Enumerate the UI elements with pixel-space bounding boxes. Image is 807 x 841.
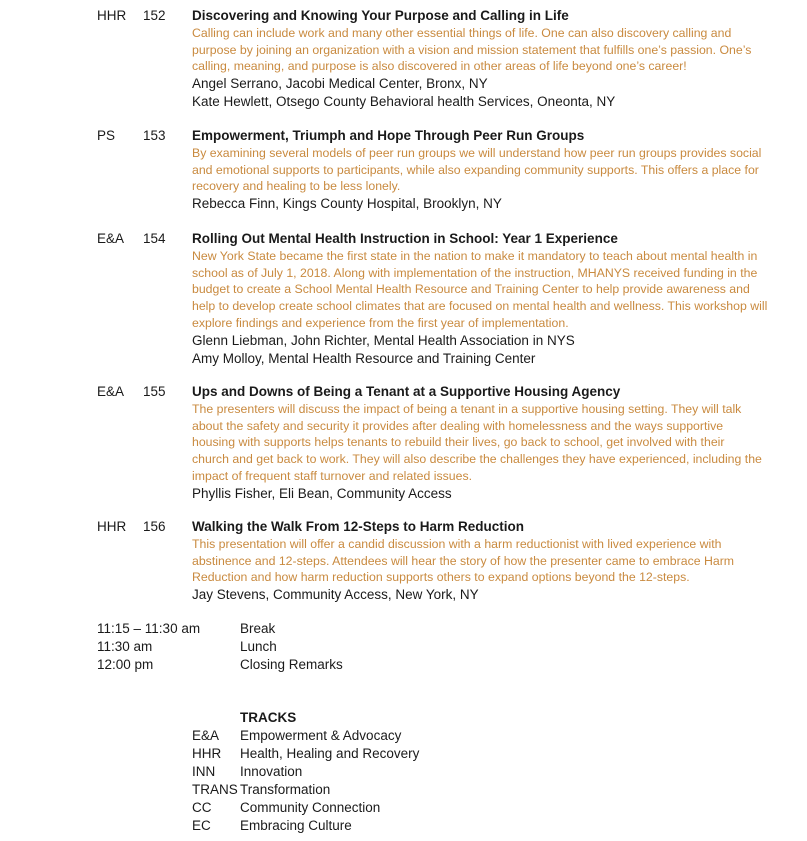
description-line: Reduction and how harm reduction supports others to expand options beyond the 12-steps. [192, 570, 690, 585]
session-number: 153 [143, 128, 166, 143]
session-title: Ups and Downs of Being a Tenant at a Supportive Housing Agency [192, 384, 621, 399]
track-code: EC [192, 818, 211, 833]
session-presenter: Jay Stevens, Community Access, New York, NY [192, 587, 479, 603]
track-row [0, 745, 807, 763]
description-line: and emotional supports to participants, while also expanding community supports. This offers a place for [192, 162, 759, 177]
track-code: HHR [192, 746, 222, 761]
description-line: This presentation will offer a candid discussion with a harm reductionist with lived experience with [192, 537, 722, 551]
session-description [192, 25, 777, 75]
track-code: INN [192, 764, 216, 779]
description-line: budget to create a School Mental Health Resource and Training Center to help provide awareness and [192, 282, 750, 297]
session-description [192, 401, 777, 485]
session-track: HHR [97, 519, 127, 534]
track-name: Community Connection [240, 800, 381, 815]
session-number: 154 [143, 231, 166, 246]
schedule-event: Closing Remarks [240, 657, 343, 672]
track-name: Innovation [240, 764, 303, 779]
track-code: CC [192, 800, 212, 815]
session-track: E&A [97, 384, 125, 399]
track-row [0, 781, 807, 799]
session-presenter: Phyllis Fisher, Eli Bean, Community Access [192, 485, 452, 501]
description-line: help to develop create school climates that are focused on mental health and wellness. This workshop will [192, 299, 768, 314]
tracks-heading: TRACKS [240, 710, 297, 725]
session-presenter: Kate Hewlett, Otsego County Behavioral health Services, Oneonta, NY [192, 94, 616, 110]
track-name: Empowerment & Advocacy [240, 728, 402, 743]
description-line: impact of frequent staff turnover and related issues. [192, 468, 473, 483]
description-line: By examining several models of peer run groups we will understand how peer run groups provides social [192, 146, 762, 160]
session-description [192, 536, 777, 586]
session-description [192, 248, 777, 332]
description-line: Calling can include work and many other essential things of life. One can also discovery calling and [192, 26, 732, 40]
schedule-row-lunch [0, 638, 807, 656]
session-number: 155 [143, 384, 166, 399]
session-title: Walking the Walk From 12-Steps to Harm Reduction [192, 519, 525, 534]
description-line: The presenters will discuss the impact of being a tenant in a supportive housing setting. They will talk [192, 402, 742, 416]
session-presenter: Rebecca Finn, Kings County Hospital, Brooklyn, NY [192, 196, 502, 212]
session-body [192, 518, 777, 604]
description-line: housing with supports helps tenants to rebuild their lives, go back to school, get involved with their [192, 435, 725, 450]
session-body [192, 230, 777, 368]
session-track: HHR [97, 8, 127, 23]
description-line: abstinence and 12-steps. Attendees will hear the story of how the presenter came to embrace Harm [192, 553, 735, 568]
schedule-row-closing [0, 656, 807, 674]
schedule-row-break [0, 620, 807, 638]
track-code: E&A [192, 728, 220, 743]
track-row [0, 799, 807, 817]
session-body [192, 7, 777, 111]
session-number: 156 [143, 519, 166, 534]
track-row [0, 727, 807, 745]
description-line: about the safety and security it provides after dealing with homelessness and the ways supportive [192, 418, 724, 433]
track-name: Embracing Culture [240, 818, 352, 833]
description-line: purpose by joining an organization with a vision and mission statement that fulfills one’s passion. One’s [192, 42, 752, 57]
session-title: Rolling Out Mental Health Instruction in School: Year 1 Experience [192, 231, 618, 246]
session-track: PS [97, 128, 116, 143]
session-number: 152 [143, 8, 166, 23]
track-name: Health, Healing and Recovery [240, 746, 420, 761]
description-line: church and get back to work. They will also describe the challenges they have experienced, including the [192, 452, 762, 467]
track-name: Transformation [240, 782, 331, 797]
description-line: recovery and healing to be less lonely. [192, 179, 401, 194]
session-presenter: Amy Molloy, Mental Health Resource and Training Center [192, 350, 536, 366]
track-code: TRANS [192, 782, 238, 797]
description-line: explore findings and experience from the first year of implementation. [192, 315, 569, 330]
session-body [192, 127, 777, 213]
description-line: school as of July 1, 2018. Along with implementation of the instruction, MHANYS received funding in the [192, 265, 758, 280]
schedule-time: 11:30 am [97, 639, 153, 654]
session-presenter: Angel Serrano, Jacobi Medical Center, Bronx, NY [192, 76, 488, 92]
schedule-time: 11:15 – 11:30 am [97, 621, 201, 636]
description-line: New York State became the first state in the nation to make it mandatory to teach about mental health in [192, 249, 758, 263]
schedule-event: Lunch [240, 639, 277, 654]
session-title: Empowerment, Triumph and Hope Through Peer Run Groups [192, 128, 585, 143]
track-row [0, 763, 807, 781]
description-line: calling, meaning, and purpose is also discovered in other areas of life beyond one’s career! [192, 59, 687, 74]
session-title: Discovering and Knowing Your Purpose and Calling in Life [192, 8, 569, 23]
session-track: E&A [97, 231, 125, 246]
session-presenter: Glenn Liebman, John Richter, Mental Health Association in NYS [192, 332, 575, 348]
schedule-time: 12:00 pm [97, 657, 154, 672]
schedule-event: Break [240, 621, 276, 636]
track-row [0, 817, 807, 835]
session-description [192, 145, 777, 195]
session-body [192, 383, 777, 503]
